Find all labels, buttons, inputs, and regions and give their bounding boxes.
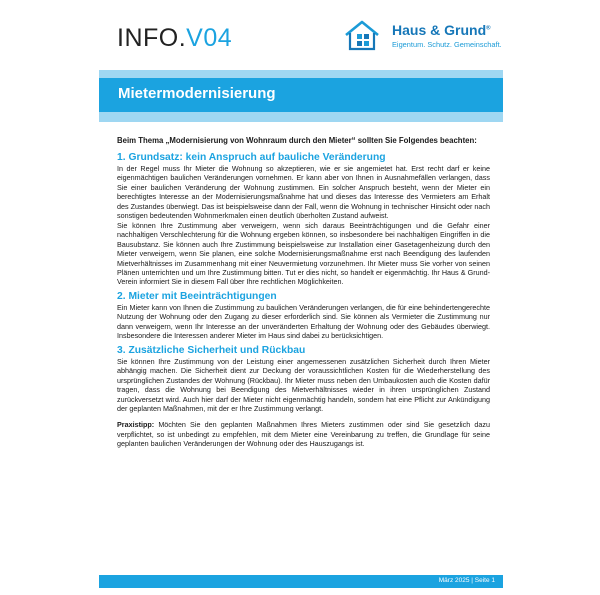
info-title xyxy=(117,24,232,53)
haus-und-grund-logo xyxy=(343,19,503,53)
section-paragraph: Sie können Ihre Zustimmung von der Leistung einer angemessenen zusätzlichen Sicherheit durch Ihren Mieter abhängig machen. Die Sicherheit dient zur Deckung der voraussichtlichen Kosten für die Wiederherstellung des ursprünglichen Zustandes der Wohnung (Rückbau). Ihr Mieter muss neben den Umbaukosten auch die Kosten dafür tragen, dass die Wohnung bei Beendigung des Mietverhältnisses wieder in ihren ursprünglichen Zustand zurückversetzt wird. Auch hier darf der Mieter nicht eigenmächtig handeln, sondern hat eine Pflicht zur Ankündigung der geplanten Maßnahmen, mit der er Ihre Zustimmung verlangt. xyxy=(117,356,490,413)
section-1 xyxy=(117,152,490,287)
section-heading: 3. Zusätzliche Sicherheit und Rückbau xyxy=(117,344,306,356)
section-heading: 1. Grundsatz: kein Anspruch auf bauliche Veränderung xyxy=(117,152,386,163)
section-paragraph: In der Regel muss Ihr Mieter die Wohnung so akzeptieren, wie er sie angemietet hat. Erst recht darf er keine eigenmächtigen baulichen Veränderungen vornehmen. Er kann aber von Ihnen in Ausnahmefällen verlangen, dass Sie einer baulichen Veränderung der Wohnung zustimmen. Ein solcher Anspruch besteht, wenn der Mieter ein berechtigtes Interesse an der Modernisierungsmaßnahme hat und dieses das Interesse des Vermieters am Erhalt des Zustandes überwiegt. Das ist beispielsweise dann der Fall, wenn die Wohnung in technischer Hinsicht oder nach sonstigen bedeutenden Wohnmerkmalen einen deutlich überholten Zustand aufweist. xyxy=(117,164,490,221)
section-2 xyxy=(117,291,490,341)
practice-tip-text: Möchten Sie den geplanten Maßnahmen Ihres Mieters zustimmen oder sind Sie gesetzlich dazu verpflichtet, so ist unbedingt zu empfehlen, mit dem Mieter eine Vereinbarung zu treffen, die Grundlage für seine geplanten baulichen Veränderungen der Wohnung oder des Hauszugangs ist. xyxy=(117,420,490,449)
practice-tip xyxy=(117,420,490,448)
page-title: Mietermodernisierung xyxy=(118,85,276,102)
title-banner xyxy=(99,78,503,112)
logo-wordmark: Haus & Grund® xyxy=(392,22,491,38)
footer-bar xyxy=(99,575,503,588)
section-paragraph: Ein Mieter kann von Ihnen die Zustimmung zu baulichen Veränderungen verlangen, die für eine behindertengerechte Nutzung der Wohnung oder den Zugang zu dieser erforderlich sind. Sie können als Vermieter die Zustimmung nur dann verweigern, wenn Ihr Interesse an der unveränderten Erhaltung der Wohnung oder des Gebäudes überwiegt. Insbesondere die Interessen anderer Mieter im Haus sind dabei zu berücksichtigen. xyxy=(117,302,490,341)
practice-tip-label: Praxistipp: xyxy=(117,420,155,430)
section-3 xyxy=(117,345,490,414)
intro-text: Beim Thema „Modernisierung von Wohnraum durch den Mieter“ sollten Sie Folgendes beachten: xyxy=(117,136,477,145)
info-code: V04 xyxy=(186,24,233,52)
logo-tagline: Eigentum. Schutz. Gemeinschaft. xyxy=(392,40,502,49)
info-prefix: INFO. xyxy=(117,24,187,52)
footer-page-info: März 2025 | Seite 1 xyxy=(438,577,495,584)
house-logo-icon xyxy=(343,19,387,53)
document-content xyxy=(117,136,490,449)
section-heading: 2. Mieter mit Beeinträchtigungen xyxy=(117,290,277,302)
section-paragraph: Sie können Ihre Zustimmung aber verweigern, wenn sich daraus Beeinträchtigungen und die Gefahr einer nachhaltigen Verschlechterung für die Wohnung ergeben können, so insbesondere bei nachhaltigen Eingriffen in die Bausubstanz. Sie können auch Ihre Zustimmung beispielsweise zur Installation einer Gasetagenheizung durch den Mieter verweigern, wenn Sie planen, eine solche Modernisierungsmaßnahme erst nach Beendigung des laufenden Mietverhältnisses im Zusammenhang mit einer Neuvermietung vorzunehmen. Ihr Mieter muss Sie vorher von seinen Plänen unterrichten und um Ihre Zustimmung bitten. Tut er dies nicht, so handelt er eigenmächtig. Ihr Haus & Grund-Verein informiert Sie in diesem Fall über Ihre rechtlichen Möglichkeiten. xyxy=(117,220,490,287)
